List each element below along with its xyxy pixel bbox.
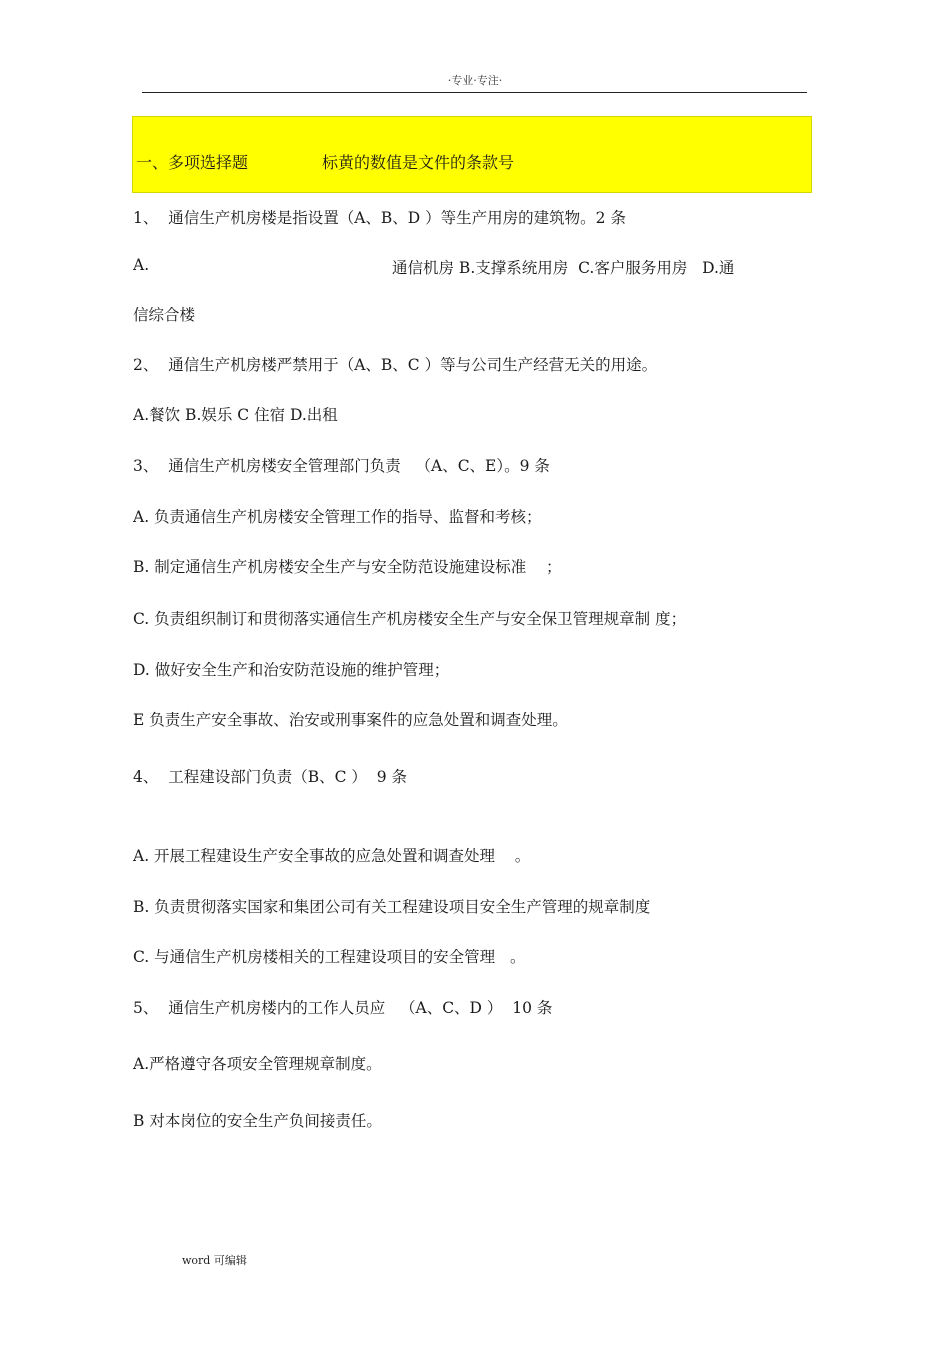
question-3-option-a: A. 负责通信生产机房楼安全管理工作的指导、监督和考核； xyxy=(133,508,542,526)
question-5-option-a: A.严格遵守各项安全管理规章制度。 xyxy=(133,1055,382,1073)
page-header: ·专业·专注· xyxy=(447,74,503,87)
header-divider xyxy=(142,92,807,93)
question-3-stem: 3、 通信生产机房楼安全管理部门负责 （A、C、E）。9 条 xyxy=(133,457,550,475)
question-4-option-a: A. 开展工程建设生产安全事故的应急处置和调查处理 。 xyxy=(133,847,531,865)
question-4-option-b: B. 负责贯彻落实国家和集团公司有关工程建设项目安全生产管理的规章制度 xyxy=(133,898,651,916)
section-title: 一、多项选择题 xyxy=(136,153,249,172)
question-4-stem: 4、 工程建设部门负责（B、C ） 9 条 xyxy=(133,768,408,786)
page-footer: word 可编辑 xyxy=(182,1254,247,1267)
question-2-options: A.餐饮 B.娱乐 C 住宿 D.出租 xyxy=(133,406,338,424)
question-5-option-b: B 对本岗位的安全生产负间接责任。 xyxy=(133,1112,382,1130)
question-5-stem: 5、 通信生产机房楼内的工作人员应 （A、C、D ） 10 条 xyxy=(133,999,553,1017)
question-3-option-b: B. 制定通信生产机房楼安全生产与安全防范设施建设标准 ； xyxy=(133,558,562,576)
question-4-option-c: C. 与通信生产机房楼相关的工程建设项目的安全管理 。 xyxy=(133,948,526,966)
question-3-option-d: D. 做好安全生产和治安防范设施的维护管理； xyxy=(133,661,450,679)
section-note: 标黄的数值是文件的条款号 xyxy=(322,153,515,172)
question-2-stem: 2、 通信生产机房楼严禁用于（A、B、C ）等与公司生产经营无关的用途。 xyxy=(133,356,658,374)
question-1-options: 通信机房 B.支撑系统用房 C.客户服务用房 D.通 xyxy=(392,259,735,277)
question-1-stem: 1、 通信生产机房楼是指设置（A、B、D ）等生产用房的建筑物。2 条 xyxy=(133,209,626,227)
question-1-options-continuation: 信综合楼 xyxy=(133,306,196,324)
question-3-option-e: E 负责生产安全事故、治安或刑事案件的应急处置和调查处理。 xyxy=(133,711,568,729)
question-3-option-c: C. 负责组织制订和贯彻落实通信生产机房楼安全生产与安全保卫管理规章制 度； xyxy=(133,610,687,628)
question-1-option-a-label: A. xyxy=(133,256,150,274)
